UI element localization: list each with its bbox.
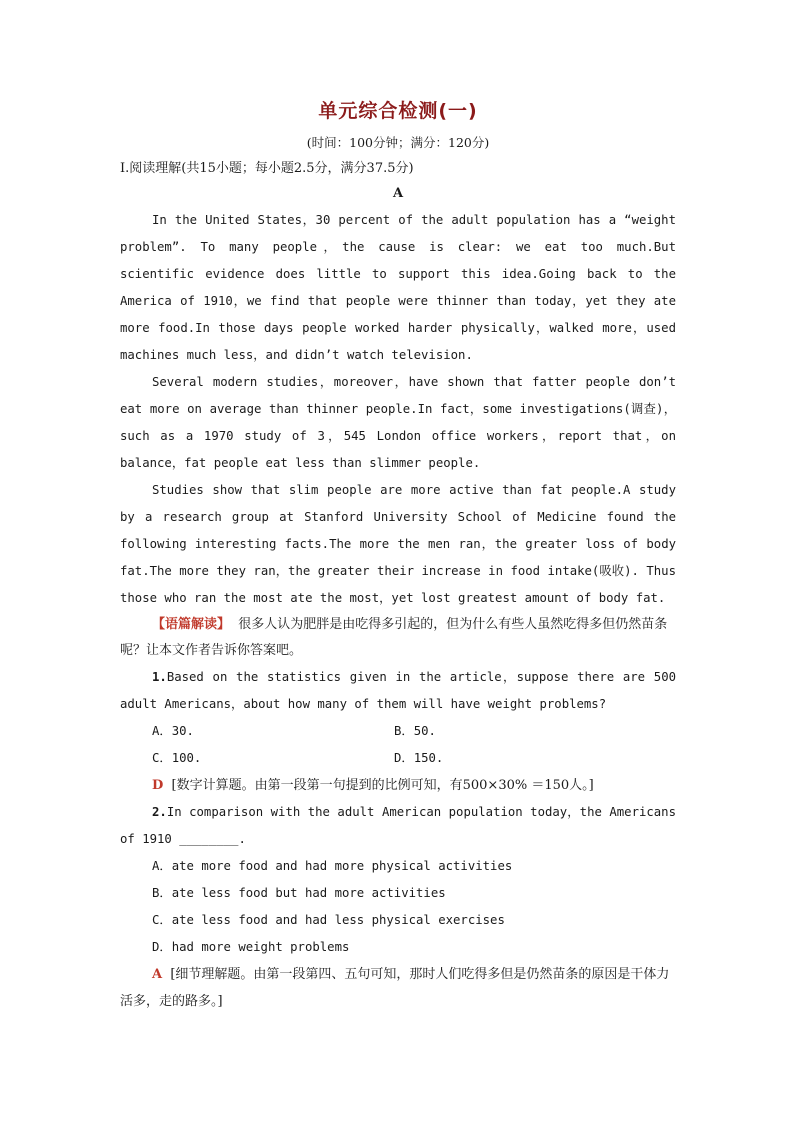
answer-key: A xyxy=(152,967,163,982)
analysis-tag: 【语篇解读】 xyxy=(152,617,231,632)
question-number: 1. xyxy=(152,670,167,684)
option-d: D．150. xyxy=(394,751,444,765)
passage-letter: A xyxy=(392,186,404,201)
passage-paragraph-3: Studies show that slim people are more active than fat people.A study by a research group at Stanford University School of Medicine found the following interesting facts.The more the men ran，the greater loss of body fat.The more they ran，the greater their increase in food intake(吸收). Thus those who ran the most ate the most，yet lost greatest amount of body fat. xyxy=(120,483,676,605)
option-c: C．ate less food and had less physical exercises xyxy=(152,913,505,927)
analysis-text: 很多人认为肥胖是由吃得多引起的，但为什么有些人虽然吃得多但仍然苗条呢？让本文作者告诉你答案吧。 xyxy=(120,617,668,658)
section-heading: Ⅰ.阅读理解(共15小题；每小题2.5分，满分37.5分) xyxy=(120,161,414,176)
answer-key: D xyxy=(152,778,164,793)
page-content xyxy=(120,96,676,1015)
option-b: B．50. xyxy=(394,724,436,738)
option-a: A．ate more food and had more physical activities xyxy=(152,859,513,873)
option-c: C．100. xyxy=(152,751,202,765)
question-1 xyxy=(120,664,676,718)
question-2 xyxy=(120,799,676,853)
answer-explanation: [细节理解题。由第一段第四、五句可知，那时人们吃得多但是仍然苗条的原因是干体力活多，走的路多。] xyxy=(120,967,670,1009)
time-score-info: (时间：100分钟；满分：120分) xyxy=(306,135,490,150)
passage-paragraph-2: Several modern studies，moreover，have shown that fatter people don’t eat more on average than thinner people.In fact，some investigations(调查)，such as a 1970 study of 3，545 London office workers，report that，on balance，fat people eat less than slimmer people. xyxy=(120,375,676,470)
option-d: D．had more weight problems xyxy=(152,940,350,954)
page-title: 单元综合检测(一) xyxy=(318,100,478,122)
question-number: 2. xyxy=(152,805,167,819)
option-a: A．30. xyxy=(152,724,194,738)
question-1-answer xyxy=(120,772,676,799)
option-b: B．ate less food but had more activities xyxy=(152,886,446,900)
question-text: In comparison with the adult American population today，the Americans of 1910 ________. xyxy=(120,805,676,846)
passage-paragraph-1: In the United States，30 percent of the adult population has a “weight problem”. To many people，the cause is clear: we eat too much.But scientific evidence does little to support this idea.Going back to the America of 1910，we find that people were thinner than today，yet they ate more food.In those days people worked harder physically，walked more，used machines much less，and didn’t watch television. xyxy=(120,213,676,362)
question-2-answer xyxy=(120,961,676,1015)
question-1-options xyxy=(152,718,676,772)
passage-analysis xyxy=(120,612,676,664)
question-text: Based on the statistics given in the article，suppose there are 500 adult Americans，about how many of them will have weight problems? xyxy=(120,670,676,711)
answer-explanation: [数字计算题。由第一段第一句提到的比例可知，有500×30% ＝150人。] xyxy=(171,778,594,793)
